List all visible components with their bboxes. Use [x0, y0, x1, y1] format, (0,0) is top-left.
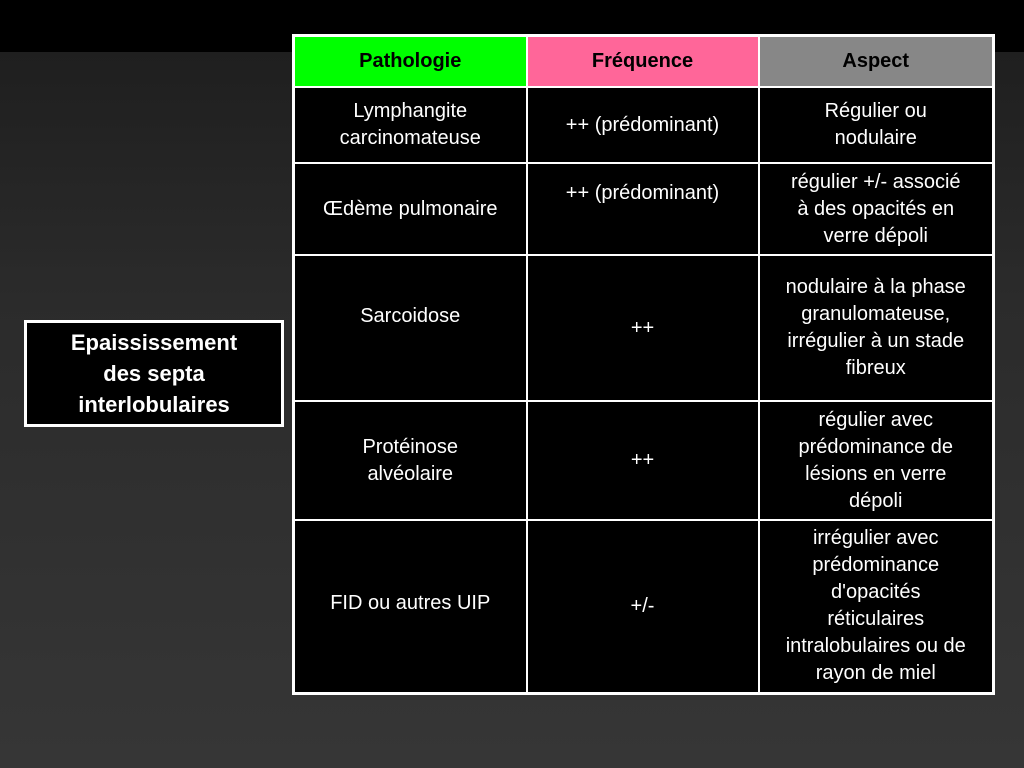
cell-text: Régulier ou nodulaire: [824, 100, 927, 149]
table-row: [294, 163, 994, 255]
table-header-row: [294, 36, 994, 88]
cell-text: ++: [630, 449, 655, 471]
cell-pathologie: [294, 163, 527, 255]
cell-text: nodulaire à la phase granulomateuse, irrégulier à un stade fibreux: [785, 276, 966, 379]
cell-text: ++ (prédominant): [565, 182, 720, 204]
cell-text: +/-: [630, 594, 655, 617]
cell-frequence: [527, 401, 759, 520]
header-aspect: Aspect: [759, 36, 994, 88]
cell-frequence: [527, 255, 759, 401]
pathology-table: [292, 34, 995, 695]
cell-pathologie: [294, 255, 527, 401]
cell-frequence: [527, 87, 759, 163]
slide-title: Epaississement des septa interlobulaires: [70, 330, 238, 417]
header-frequence: Fréquence: [527, 36, 759, 88]
cell-text: ++ (prédominant): [565, 113, 720, 136]
table-row: [294, 520, 994, 693]
cell-text: irrégulier avec prédominance d'opacités réticulaires intralobulaires ou de rayon de miel: [785, 527, 966, 685]
cell-text: Protéinose alvéolaire: [362, 435, 459, 485]
cell-frequence: [527, 520, 759, 693]
cell-text: FID ou autres UIP: [330, 591, 491, 614]
table-row: [294, 87, 994, 163]
cell-frequence: [527, 163, 759, 255]
title-box: [24, 320, 284, 427]
cell-aspect: [759, 255, 994, 401]
cell-aspect: [759, 87, 994, 163]
cell-pathologie: [294, 401, 527, 520]
table-row: [294, 255, 994, 401]
header-pathologie: Pathologie: [294, 36, 527, 88]
cell-text: ++: [630, 316, 655, 339]
cell-text: Œdème pulmonaire: [322, 197, 498, 220]
cell-text: Sarcoidose: [360, 304, 461, 327]
table-row: [294, 401, 994, 520]
cell-aspect: [759, 401, 994, 520]
cell-pathologie: [294, 520, 527, 693]
cell-text: régulier avec prédominance de lésions en verre dépoli: [798, 408, 954, 512]
cell-pathologie: [294, 87, 527, 163]
cell-aspect: [759, 163, 994, 255]
cell-text: régulier +/- associé à des opacités en verre dépoli: [790, 170, 961, 247]
cell-text: Lymphangite carcinomateuse: [339, 100, 481, 149]
cell-aspect: [759, 520, 994, 693]
